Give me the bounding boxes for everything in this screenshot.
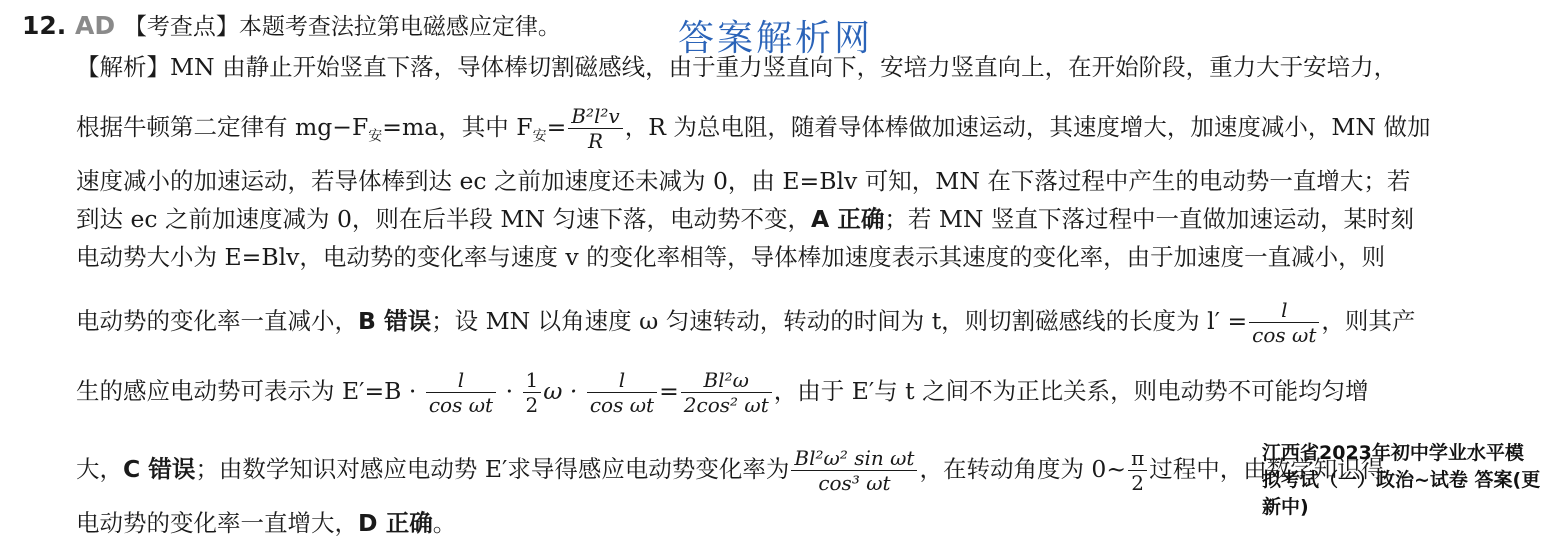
option-c-verdict: C 错误 (123, 455, 196, 483)
fraction-numerator: l (587, 368, 657, 393)
option-b-verdict: B 错误 (358, 307, 432, 335)
option-d-verdict: D 正确 (358, 509, 433, 537)
text-segment: 根据牛顿第二定律有 mg−F (76, 113, 369, 141)
analysis-line-9 (76, 508, 456, 538)
text-segment: = (659, 377, 679, 405)
fraction-numerator: l (426, 368, 496, 393)
text-segment: · (505, 377, 514, 405)
text-segment: 电动势的变化率一直减小， (76, 307, 358, 335)
text-segment: ；若 MN 竖直下落过程中一直做加速运动，某时刻 (884, 205, 1414, 233)
text-segment: 到达 ec 之前加速度减为 0，则在后半段 MN 匀速下落，电动势不变， (76, 205, 811, 233)
fraction-3 (587, 368, 657, 417)
fraction-denominator: 2 (525, 393, 539, 417)
side-note-overlay: 江西省2023年初中学业水平模拟考试（一）政治~试卷 答案(更新中) (1262, 442, 1541, 518)
fraction-denominator: cos ωt (589, 393, 655, 417)
text-segment: ，R 为总电阻，随着导体棒做加速运动，其速度增大，加速度减小，MN 做加 (624, 113, 1431, 141)
question-number (22, 8, 561, 41)
text-segment: 大， (76, 455, 123, 483)
fraction-pi-half (1128, 446, 1147, 495)
fraction-numerator: B²l²v (568, 104, 622, 129)
answer-label: AD (75, 11, 116, 40)
analysis-line-4 (76, 204, 1414, 234)
fraction-numerator: l (1249, 298, 1319, 323)
fraction-denominator: 2 (1131, 471, 1145, 495)
analysis-line-3: 速度减小的加速运动，若导体棒到达 ec 之前加速度还未减为 0，由 E=Blv 可知，MN 在下落过程中产生的电动势一直增大；若 (76, 167, 1411, 195)
exam-point-text: 本题考查法拉第电磁感应定律。 (238, 14, 561, 40)
question-number-text: 12. (22, 11, 67, 40)
fraction-1 (426, 368, 496, 417)
fraction-numerator: 1 (523, 368, 542, 393)
fraction-half (523, 368, 542, 417)
option-a-verdict: A 正确 (811, 205, 885, 233)
text-segment: = (546, 113, 567, 141)
fraction-numerator: Bl²ω² sin ωt (791, 446, 917, 471)
text-segment: ；由数学知识对感应电动势 E′求导得感应电动势变化率为 (195, 455, 790, 483)
fraction-length (1249, 298, 1319, 347)
text-segment: ，在转动角度为 0~ (919, 455, 1127, 483)
fraction-denominator: cos ωt (1252, 323, 1317, 347)
text-segment: ，由于 E′与 t 之间不为正比关系，则电动势不可能均匀增 (773, 377, 1369, 405)
fraction-denominator: 2cos² ωt (683, 393, 769, 417)
fraction-emf (681, 368, 772, 417)
analysis-line-7 (76, 368, 1369, 417)
text-segment: =ma，其中 F (382, 113, 533, 141)
text-segment: 电动势的变化率一直增大， (76, 509, 358, 537)
fraction-numerator: π (1128, 446, 1147, 471)
text-segment: 。 (432, 509, 457, 537)
text-segment: 过程中，由数学知识得 (1149, 455, 1385, 483)
text-segment: ，则其产 (1321, 307, 1416, 335)
fraction-ampere-force (568, 104, 622, 153)
text-segment: ；设 MN 以角速度 ω 匀速转动，转动的时间为 t，则切割磁感线的长度为 l′ = (431, 307, 1248, 335)
text-segment: 生的感应电动势可表示为 E′=B · (76, 377, 417, 405)
analysis-line-2 (76, 104, 1430, 153)
text-segment: ω · (543, 377, 578, 405)
fraction-emf-rate (791, 446, 917, 495)
exam-point-tag: 【考查点】 (123, 14, 239, 40)
subscript: 安 (368, 128, 383, 145)
fraction-denominator: cos ωt (428, 393, 494, 417)
analysis-line-1: 【解析】MN 由静止开始竖直下落，导体棒切割磁感线，由于重力竖直向下，安培力竖直向上，在开始阶段，重力大于安培力， (76, 53, 1398, 81)
fraction-numerator: Bl²ω (681, 368, 772, 393)
analysis-line-6 (76, 298, 1415, 347)
analysis-line-8 (76, 446, 1384, 495)
watermark-logo: 答案解析网 (678, 18, 874, 59)
fraction-denominator: R (587, 129, 604, 153)
subscript: 安 (532, 128, 547, 145)
fraction-denominator: cos³ ωt (818, 471, 891, 495)
analysis-line-5: 电动势大小为 E=Blv，电动势的变化率与速度 v 的变化率相等，导体棒加速度表示其速度的变化率，由于加速度一直减小，则 (76, 243, 1386, 271)
